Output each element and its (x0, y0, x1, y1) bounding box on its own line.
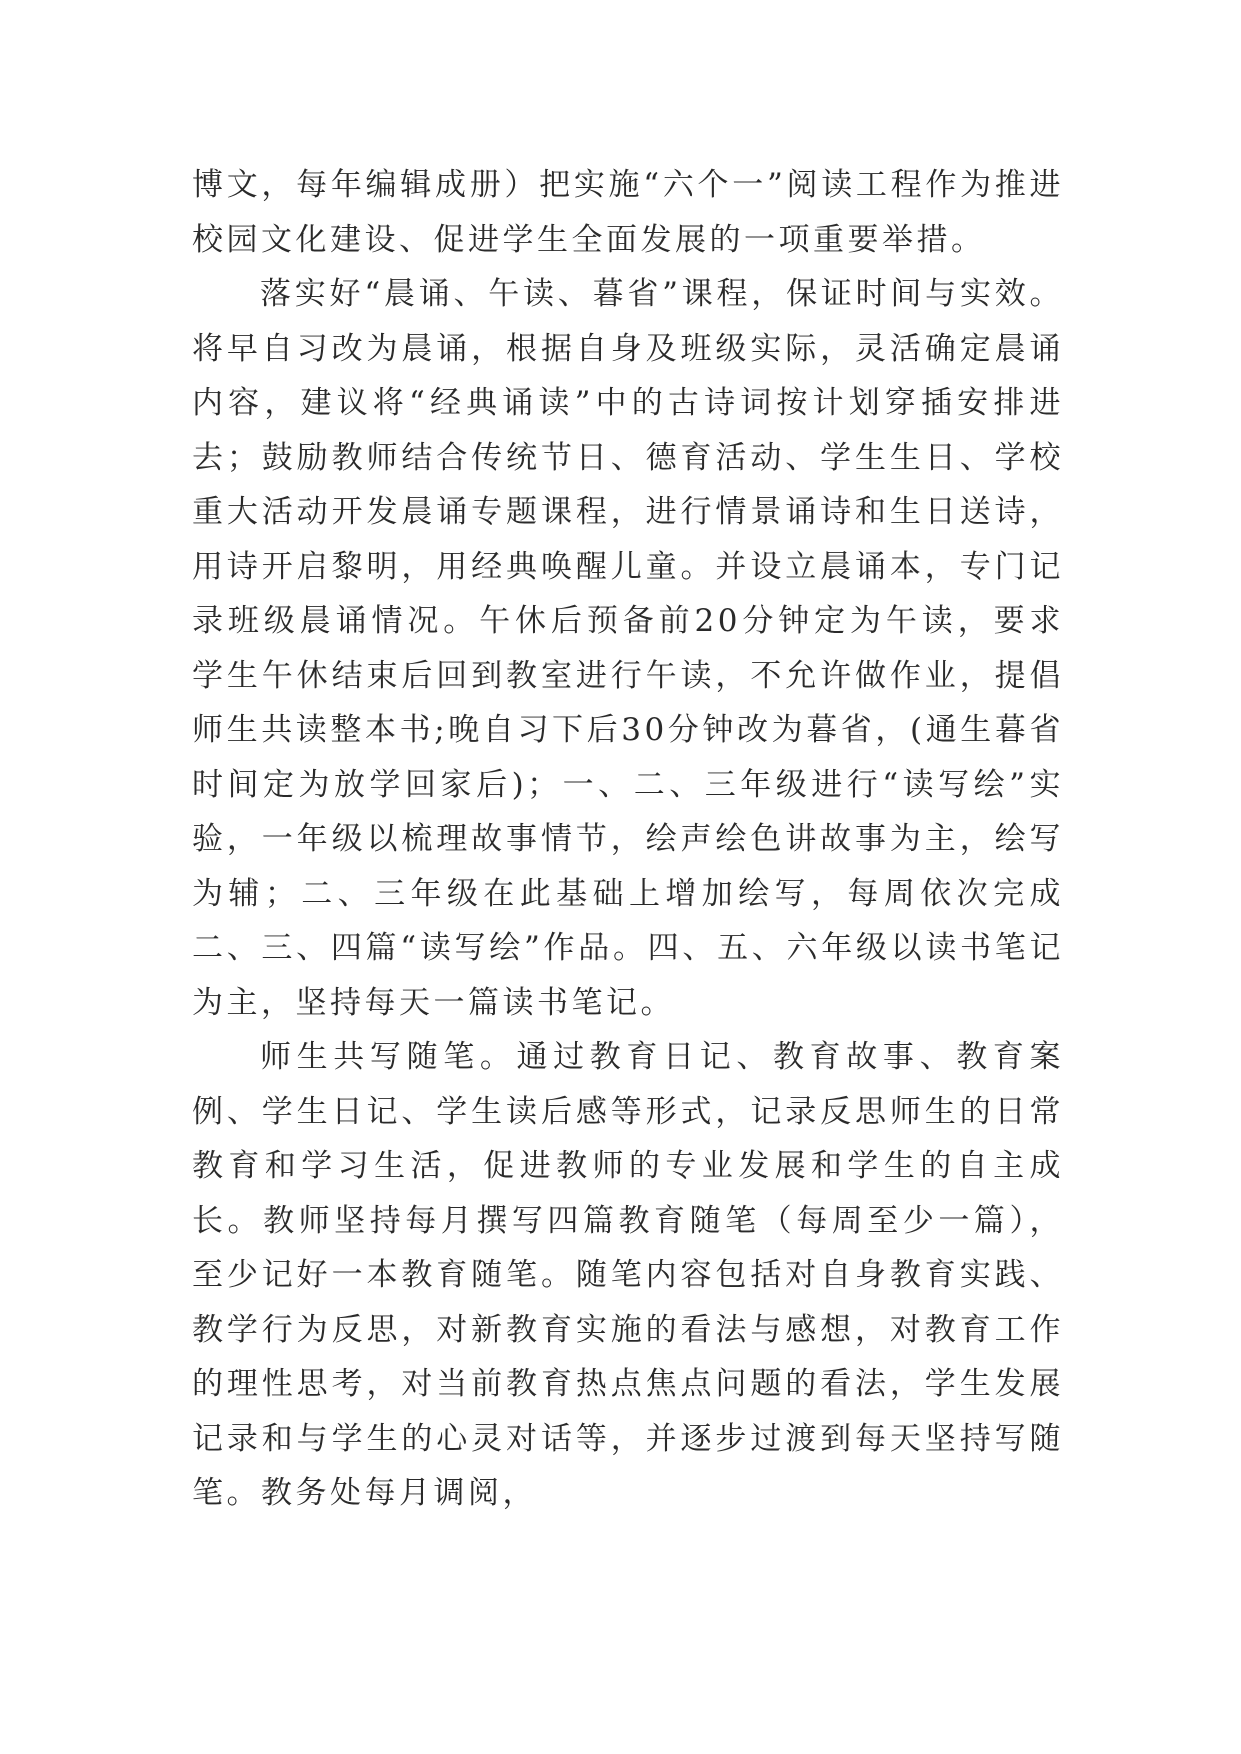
paragraph-2: 落实好“晨诵、午读、暮省”课程，保证时间与实效。将早自习改为晨诵，根据自身及班级实际，灵活确定晨诵内容，建议将“经典诵读”中的古诗词按计划穿插安排进去；鼓励教师结合传统节日、德育活动、学生生日、学校重大活动开发晨诵专题课程，进行情景诵诗和生日送诗，用诗开启黎明，用经典唤醒儿童。并设立晨诵本，专门记录班级晨诵情况。午休后预备前20分钟定为午读，要求学生午休结束后回到教室进行午读，不允许做作业，提倡师生共读整本书;晚自习下后30分钟改为暮省，(通生暮省时间定为放学回家后)；一、二、三年级进行“读写绘”实验，一年级以梳理故事情节，绘声绘色讲故事为主，绘写为辅；二、三年级在此基础上增加绘写，每周依次完成二、三、四篇“读写绘”作品。四、五、六年级以读书笔记为主，坚持每天一篇读书笔记。 (192, 276, 1064, 1021)
paragraph-1: 博文，每年编辑成册）把实施“六个一”阅读工程作为推进校园文化建设、促进学生全面发展的一项重要举措。 (192, 167, 1064, 258)
body-text (192, 158, 1064, 1521)
paragraph-3: 师生共写随笔。通过教育日记、教育故事、教育案例、学生日记、学生读后感等形式，记录反思师生的日常教育和学习生活，促进教师的专业发展和学生的自主成长。教师坚持每月撰写四篇教育随笔（每周至少一篇），至少记好一本教育随笔。随笔内容包括对自身教育实践、教学行为反思，对新教育实施的看法与感想，对教育工作的理性思考，对当前教育热点焦点问题的看法，学生发展记录和与学生的心灵对话等，并逐步过渡到每天坚持写随笔。教务处每月调阅， (192, 1039, 1064, 1511)
